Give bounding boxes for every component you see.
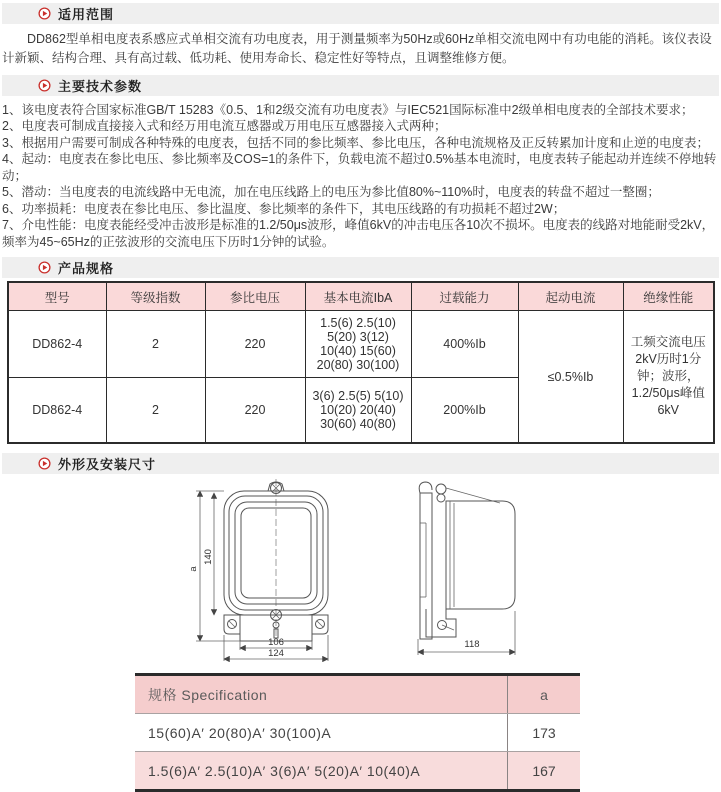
section-bullet-icon bbox=[38, 79, 51, 92]
section-title-product-spec: 产品规格 bbox=[58, 261, 115, 276]
cell-insulation: 工频交流电压2kV历时1分钟；波形，1.2/50μs峰值6kV bbox=[623, 311, 714, 444]
section-title-scope: 适用范围 bbox=[58, 7, 115, 22]
section-header-scope bbox=[2, 3, 719, 24]
col-header-class-index: 等级指数 bbox=[106, 282, 205, 311]
table-header-row bbox=[8, 282, 714, 311]
spec-row bbox=[135, 714, 580, 752]
tech-param-item: 5、潜动：当电度表的电流线路中无电流，加在电压线路上的电压为参比值80%~110%时，电度表的转盘不超过一整圈； bbox=[2, 185, 660, 199]
col-header-insulation: 绝缘性能 bbox=[623, 282, 714, 311]
section-bullet-icon bbox=[38, 261, 51, 274]
spec-header-label: 规格 Specification bbox=[135, 675, 508, 714]
tech-param-item: 2、电度表可制成直接接入式和经万用电流互感器或万用电压互感器接入式两种； bbox=[2, 119, 447, 133]
dimension-drawings bbox=[0, 479, 721, 663]
scope-paragraph: DD862型单相电度表系感应式单相交流有功电度表，用于测量频率为50Hz或60Hz单相交流电网中有功电能的消耗。该仪表设计新颖、结构合理、具有高过载、低功耗、使用寿命长、稳定性好等特点，且调整维修方便。 bbox=[2, 32, 712, 65]
dim-label-124: 124 bbox=[267, 648, 284, 659]
cell-ref-voltage: 220 bbox=[205, 378, 305, 444]
section-bullet-icon bbox=[38, 7, 51, 20]
side-view-drawing bbox=[402, 479, 534, 663]
product-spec-table bbox=[7, 281, 715, 444]
col-header-starting-current: 起动电流 bbox=[518, 282, 623, 311]
cell-class-index: 2 bbox=[106, 378, 205, 444]
spec-value: 15(60)A′ 20(80)A′ 30(100)A bbox=[135, 714, 508, 752]
specification-table bbox=[135, 673, 580, 792]
dim-label-106: 106 bbox=[267, 637, 284, 648]
cell-model: DD862-4 bbox=[8, 311, 106, 378]
section-header-dimensions bbox=[2, 453, 719, 474]
spec-a-value: 167 bbox=[508, 752, 581, 791]
cell-model: DD862-4 bbox=[8, 378, 106, 444]
dim-label-118: 118 bbox=[463, 639, 480, 650]
tech-param-item: 1、该电度表符合国家标准GB/T 15283《0.5、1和2级交流有功电度表》与IEC521国际标准中2级单相电度表的全部技术要求； bbox=[2, 102, 694, 117]
cell-overload: 400%Ib bbox=[411, 311, 518, 378]
section-header-params bbox=[2, 75, 719, 96]
spec-header-a: a bbox=[508, 675, 581, 714]
cell-basic-current: 1.5(6) 2.5(10) 5(20) 3(12) 10(40) 15(60) 20(80) 30(100) bbox=[305, 311, 411, 378]
tech-param-item: 6、功率损耗：电度表在参比电压、参比温度、参比频率的条件下，其电压线路的有功损耗不超过2W； bbox=[2, 201, 566, 216]
section-title-params: 主要技术参数 bbox=[58, 78, 143, 94]
spec-header-row bbox=[135, 675, 580, 714]
cell-starting-current: ≤0.5%Ib bbox=[518, 311, 623, 444]
page bbox=[0, 3, 721, 792]
section-bullet-icon bbox=[38, 457, 51, 470]
spec-value: 1.5(6)A′ 2.5(10)A′ 3(6)A′ 5(20)A′ 10(40)A bbox=[135, 752, 508, 791]
spec-a-value: 173 bbox=[508, 714, 581, 752]
cell-class-index: 2 bbox=[106, 311, 205, 378]
tech-params-list bbox=[2, 102, 718, 251]
tech-param-item: 7、介电性能：电度表能经受冲击波形是标准的1.2/50μs波形，峰值6kV的冲击电压各10次不损坏。电度表的线路对地能耐受2kV，频率为45~65Hz的正弦波形的交流电压下历时1分钟的试验。 bbox=[2, 218, 715, 249]
dim-label-a: a bbox=[187, 566, 199, 572]
col-header-ref-voltage: 参比电压 bbox=[205, 282, 305, 311]
col-header-overload: 过载能力 bbox=[411, 282, 518, 311]
section-header-product-spec bbox=[2, 257, 719, 278]
dim-label-140: 140 bbox=[202, 549, 214, 565]
spec-row bbox=[135, 752, 580, 791]
cell-overload: 200%Ib bbox=[411, 378, 518, 444]
front-view-drawing bbox=[188, 479, 340, 663]
table-row bbox=[8, 311, 714, 378]
col-header-basic-current: 基本电流IbA bbox=[305, 282, 411, 311]
tech-param-item: 3、根据用户需要可制成各种特殊的电度表，包括不同的参比频率、参比电压，各种电流规格及正反转累加计度和止逆的电度表； bbox=[2, 135, 709, 150]
tech-param-item: 4、起动：电度表在参比电压、参比频率及COS=1的条件下，负载电流不超过0.5%基本电流时，电度表转子能起动并连续不停地转动； bbox=[2, 152, 717, 183]
cell-ref-voltage: 220 bbox=[205, 311, 305, 378]
col-header-model: 型号 bbox=[8, 282, 106, 311]
section-title-dimensions: 外形及安装尺寸 bbox=[58, 457, 157, 472]
cell-basic-current: 3(6) 2.5(5) 5(10) 10(20) 20(40) 30(60) 40(80) bbox=[305, 378, 411, 444]
